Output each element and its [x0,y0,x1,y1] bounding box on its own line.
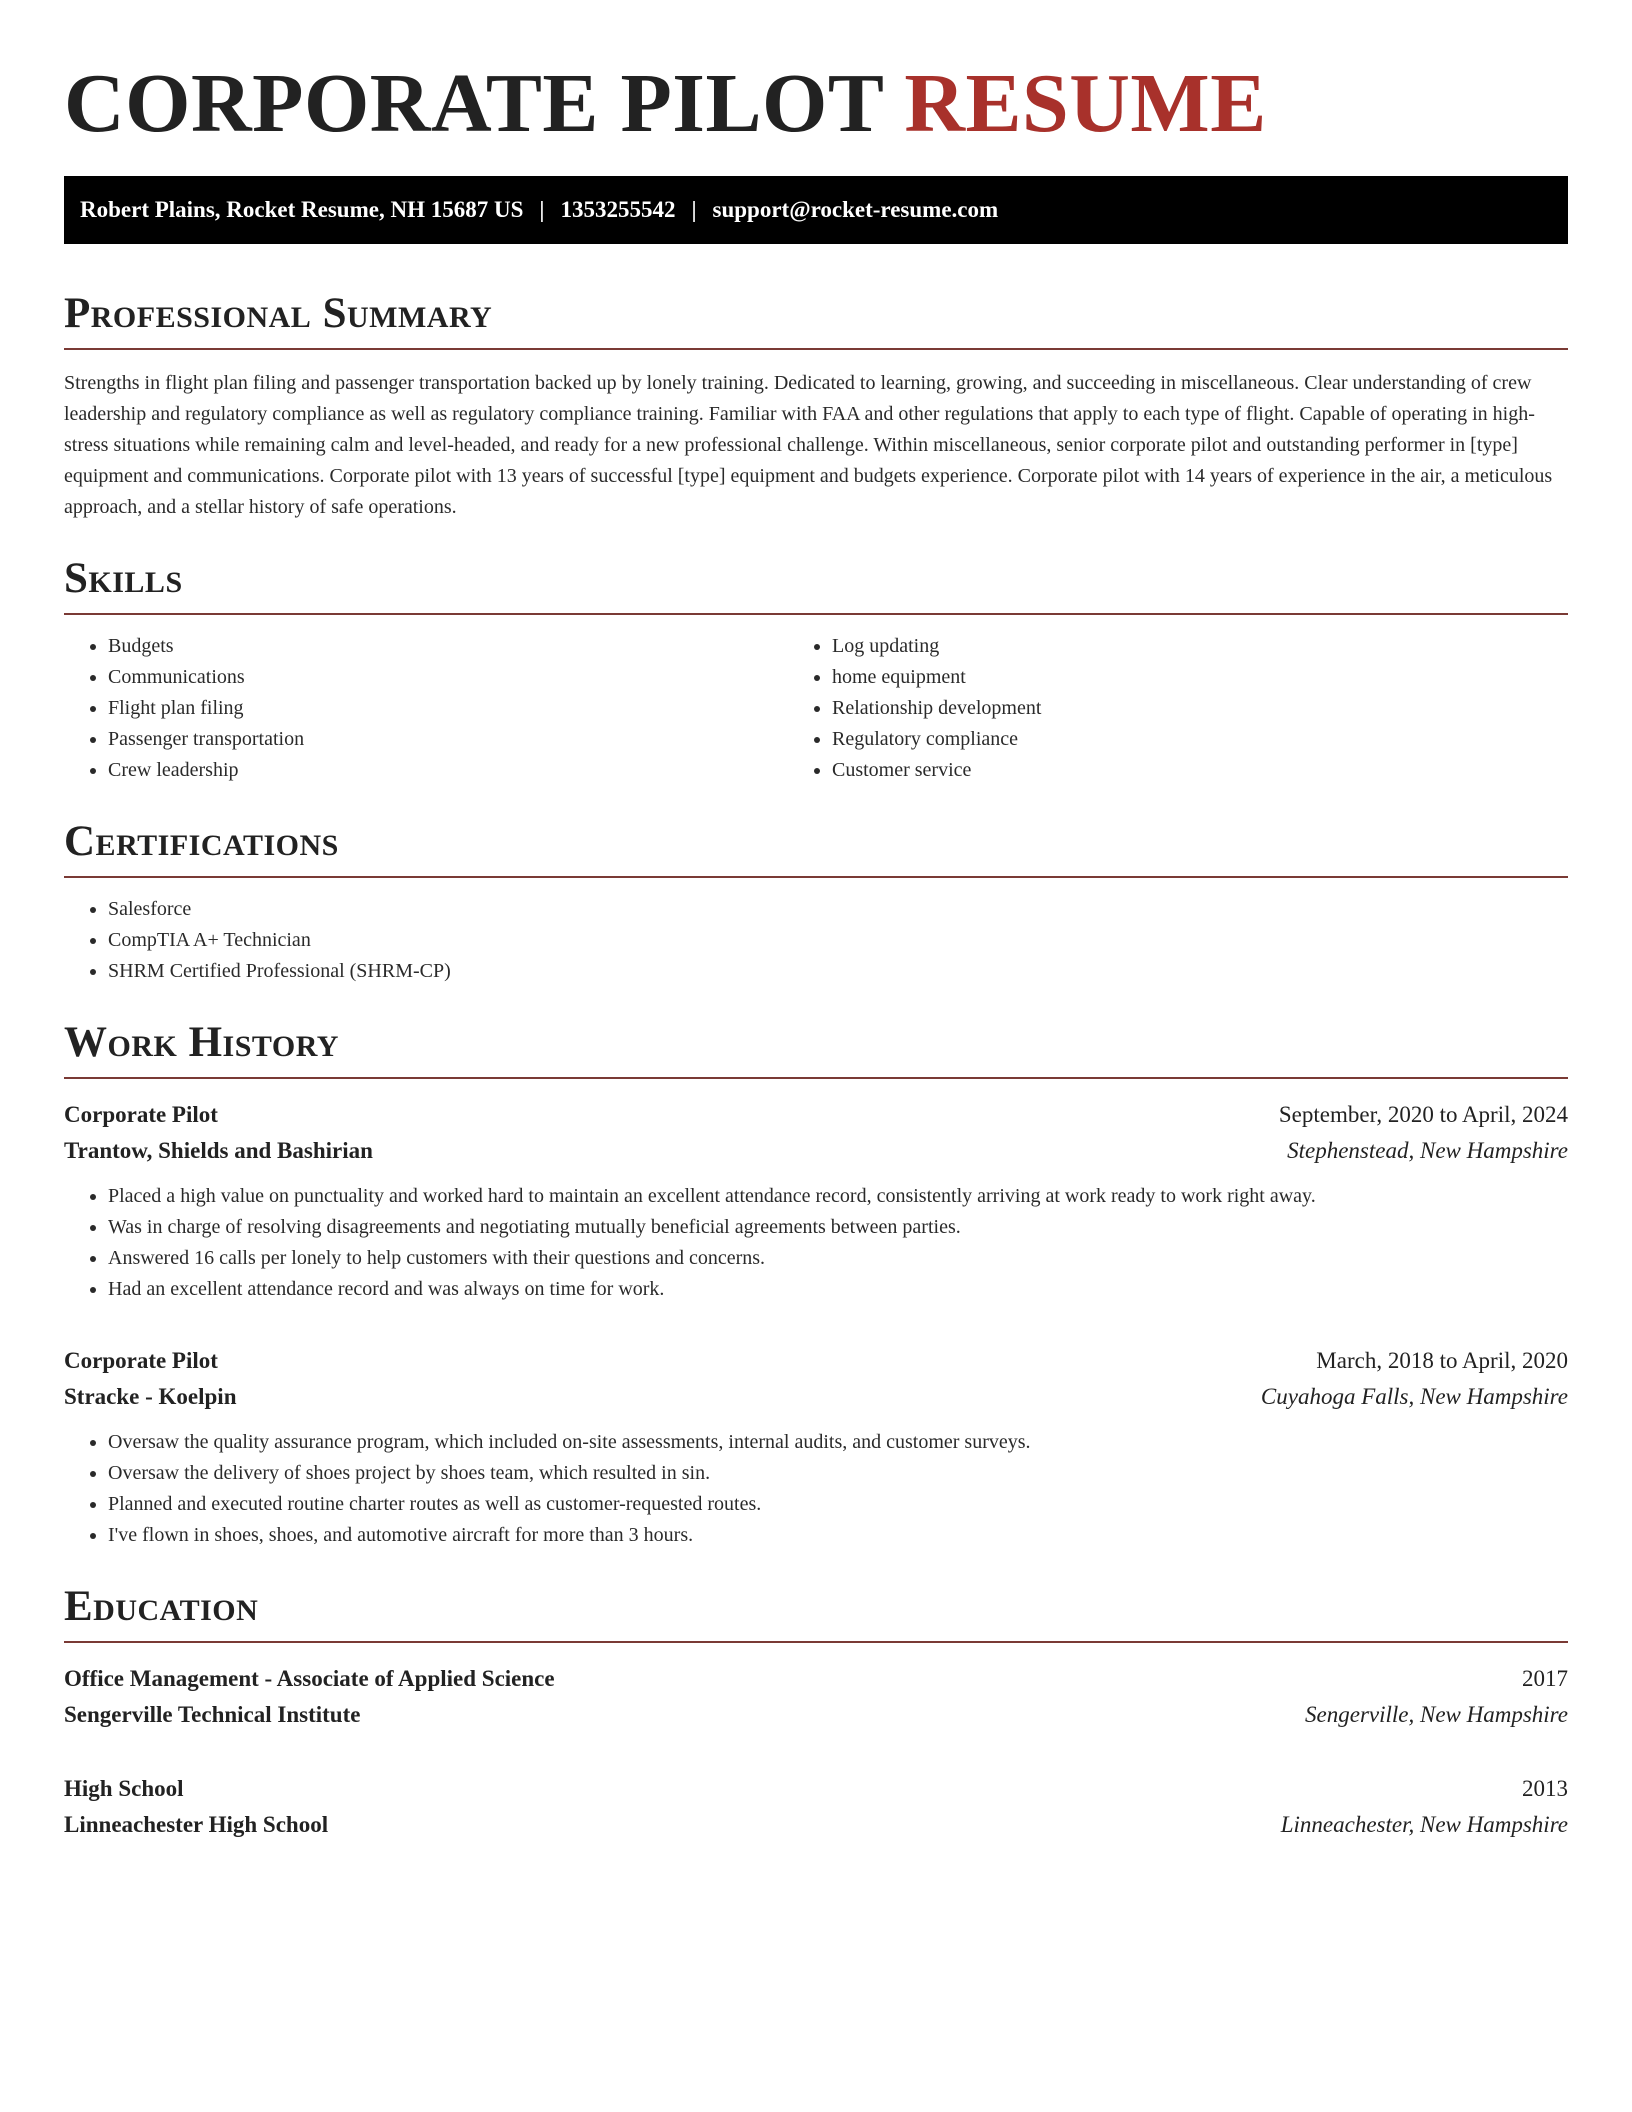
job-duty: • Placed a high value on punctuality and worked hard to maintain an excellent attendance record, consistently arriving at work ready to work right away. [108,1181,1568,1212]
job-duty: • Oversaw the delivery of shoes project by shoes team, which resulted in sin. [108,1458,1568,1489]
job-duty: • Planned and executed routine charter routes as well as customer-requested routes. [108,1489,1568,1520]
section-divider [64,1077,1568,1079]
job-duty: • I've flown in shoes, shoes, and automotive aircraft for more than 3 hours. [108,1520,1568,1551]
job-location: Stephenstead, New Hampshire [1287,1138,1568,1163]
section-divider [64,1641,1568,1643]
skill-item: • Relationship development [832,693,1568,724]
skills-list-left [64,631,816,786]
education-header-row [64,1661,1568,1697]
job-dates: March, 2018 to April, 2020 [1316,1348,1568,1373]
job-location: Cuyahoga Falls, New Hampshire [1260,1384,1568,1409]
education-entry [64,1661,1568,1733]
job-duties-list [64,1427,1568,1551]
contact-address: Robert Plains, Rocket Resume, NH 15687 US [80,197,524,222]
job-header-row [64,1097,1568,1133]
education-school-row [64,1697,1568,1733]
job-duty: • Was in charge of resolving disagreements and negotiating mutually beneficial agreements between parties. [108,1212,1568,1243]
job-duty: • Answered 16 calls per lonely to help customers with their questions and concerns. [108,1243,1568,1274]
job-company-row [64,1133,1568,1169]
education-year: 2017 [1522,1666,1568,1691]
job-duty: • Oversaw the quality assurance program, which included on-site assessments, internal audits, and customer surveys. [108,1427,1568,1458]
job-entry [64,1097,1568,1305]
education-location: Linneachester, New Hampshire [1280,1812,1568,1837]
education-year: 2013 [1522,1776,1568,1801]
contact-separator: | [539,197,545,222]
skill-item: • home equipment [832,662,1568,693]
contact-email: support@rocket-resume.com [712,197,999,222]
job-title: Corporate Pilot [64,1102,218,1127]
certification-item: • CompTIA A+ Technician [108,925,1568,956]
job-duty: • Had an excellent attendance record and was always on time for work. [108,1274,1568,1305]
summary-text: Strengths in flight plan filing and passenger transportation backed up by lonely training. Dedicated to learning, growing, and succeeding in miscellaneous. Clear understanding of crew leadership and regulatory compliance as well as regulatory compliance training. Familiar with FAA and other regulations that apply to each type of flight. Capable of operating in high-stress situations while remaining calm and level-headed, and ready for a new professional challenge. Within miscellaneous, senior corporate pilot and outstanding performer in [type] equipment and communications. Corporate pilot with 13 years of successful [type] equipment and budgets experience. Corporate pilot with 14 years of experience in the air, a meticulous approach, and a stellar history of safe operations. [64,372,1553,518]
education-degree: High School [64,1776,184,1801]
education-school: Linneachester High School [64,1812,329,1837]
education-school: Sengerville Technical Institute [64,1702,361,1727]
contact-separator: | [691,197,697,222]
title-main: CORPORATE PILOT [64,57,883,150]
job-title: Corporate Pilot [64,1348,218,1373]
job-dates: September, 2020 to April, 2024 [1278,1102,1568,1127]
skills-grid [64,615,1568,786]
education-school-row [64,1807,1568,1843]
job-entry [64,1343,1568,1551]
job-duties-list [64,1181,1568,1305]
section-heading-certifications: Certifications [64,818,339,865]
education-location: Sengerville, New Hampshire [1305,1702,1568,1727]
skill-item: • Log updating [832,631,1568,662]
contact-phone: 1353255542 [560,197,676,222]
job-header-row [64,1343,1568,1379]
education-degree: Office Management - Associate of Applied Science [64,1666,555,1691]
section-heading-skills: Skills [64,555,183,602]
skill-item: • Customer service [832,755,1568,786]
skill-item: • Passenger transportation [108,724,816,755]
contact-bar [64,176,1568,244]
skills-list-right [816,631,1568,786]
skill-item: • Flight plan filing [108,693,816,724]
resume-title [64,56,1568,152]
certification-item: • SHRM Certified Professional (SHRM-CP) [108,956,1568,987]
section-divider [64,348,1568,350]
certifications-list [64,894,1568,987]
education-entry [64,1771,1568,1843]
skill-item: • Communications [108,662,816,693]
skill-item: • Crew leadership [108,755,816,786]
skill-item: • Budgets [108,631,816,662]
education-header-row [64,1771,1568,1807]
job-company: Stracke - Koelpin [64,1384,237,1409]
section-heading-education: Education [64,1583,259,1630]
job-company: Trantow, Shields and Bashirian [64,1138,373,1163]
certification-item: • Salesforce [108,894,1568,925]
section-divider [64,876,1568,878]
section-heading-work-history: Work History [64,1019,339,1066]
title-accent: RESUME [904,57,1267,150]
section-heading-summary: Professional Summary [64,290,493,337]
job-company-row [64,1379,1568,1415]
skill-item: • Regulatory compliance [832,724,1568,755]
